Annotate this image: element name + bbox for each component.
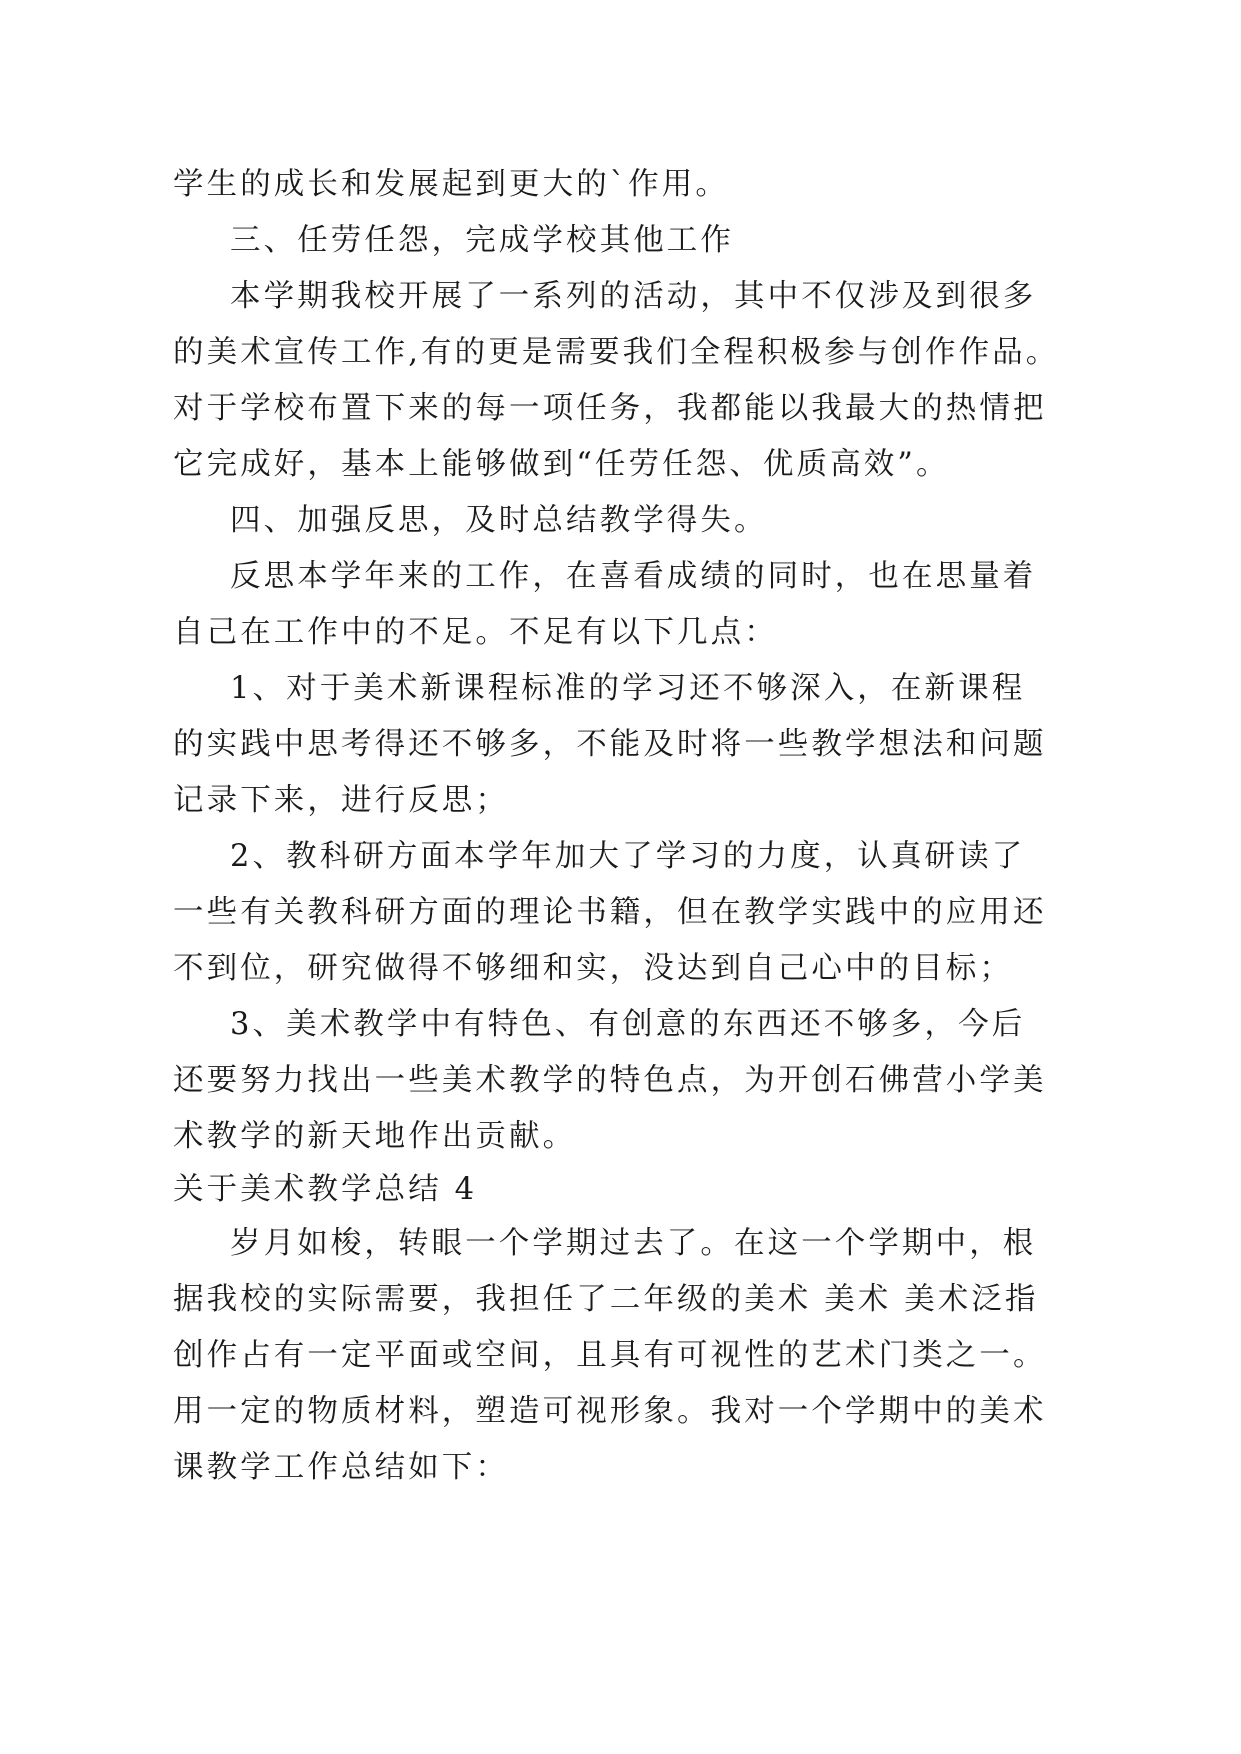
- text-line: 用一定的物质材料，塑造可视形象。我对一个学期中的美术: [173, 1394, 1047, 1429]
- text-line: 它完成好，基本上能够做到“任劳任怨、优质高效”。: [173, 447, 950, 482]
- section-heading: 四、加强反思，及时总结教学得失。: [230, 503, 768, 538]
- text-line: 的美术宣传工作,有的更是需要我们全程积极参与创作作品。: [173, 335, 1060, 370]
- article-title: 关于美术教学总结 4: [173, 1172, 478, 1207]
- text-line: 还要努力找出一些美术教学的特色点，为开创石佛营小学美: [173, 1063, 1047, 1098]
- text-line: 记录下来，进行反思；: [173, 783, 509, 818]
- text-line: 岁月如梭，转眼一个学期过去了。在这一个学期中，根: [230, 1226, 1037, 1261]
- list-item-line: 2、教科研方面本学年加大了学习的力度，认真研读了: [230, 839, 1026, 874]
- text-line: 本学期我校开展了一系列的活动，其中不仅涉及到很多: [230, 279, 1037, 314]
- text-line: 不到位，研究做得不够细和实，没达到自己心中的目标；: [173, 951, 1013, 986]
- text-line: 反思本学年来的工作，在喜看成绩的同时，也在思量着: [230, 559, 1037, 594]
- section-heading: 三、任劳任怨，完成学校其他工作: [230, 223, 734, 258]
- text-line: 自己在工作中的不足。不足有以下几点：: [173, 615, 778, 650]
- text-line: 术教学的新天地作出贡献。: [173, 1119, 577, 1154]
- list-item-line: 1、对于美术新课程标准的学习还不够深入，在新课程: [230, 671, 1026, 706]
- text-line: 课教学工作总结如下：: [173, 1450, 509, 1485]
- text-line: 的实践中思考得还不够多，不能及时将一些教学想法和问题: [173, 727, 1047, 762]
- text-line: 学生的成长和发展起到更大的`作用。: [173, 167, 729, 202]
- list-item-line: 3、美术教学中有特色、有创意的东西还不够多，今后: [230, 1007, 1026, 1042]
- text-line: 创作占有一定平面或空间，且具有可视性的艺术门类之一。: [173, 1338, 1047, 1373]
- text-line: 据我校的实际需要，我担任了二年级的美术 美术 美术泛指: [173, 1282, 1039, 1317]
- text-line: 一些有关教科研方面的理论书籍，但在教学实践中的应用还: [173, 895, 1047, 930]
- text-line: 对于学校布置下来的每一项任务，我都能以我最大的热情把: [173, 391, 1047, 426]
